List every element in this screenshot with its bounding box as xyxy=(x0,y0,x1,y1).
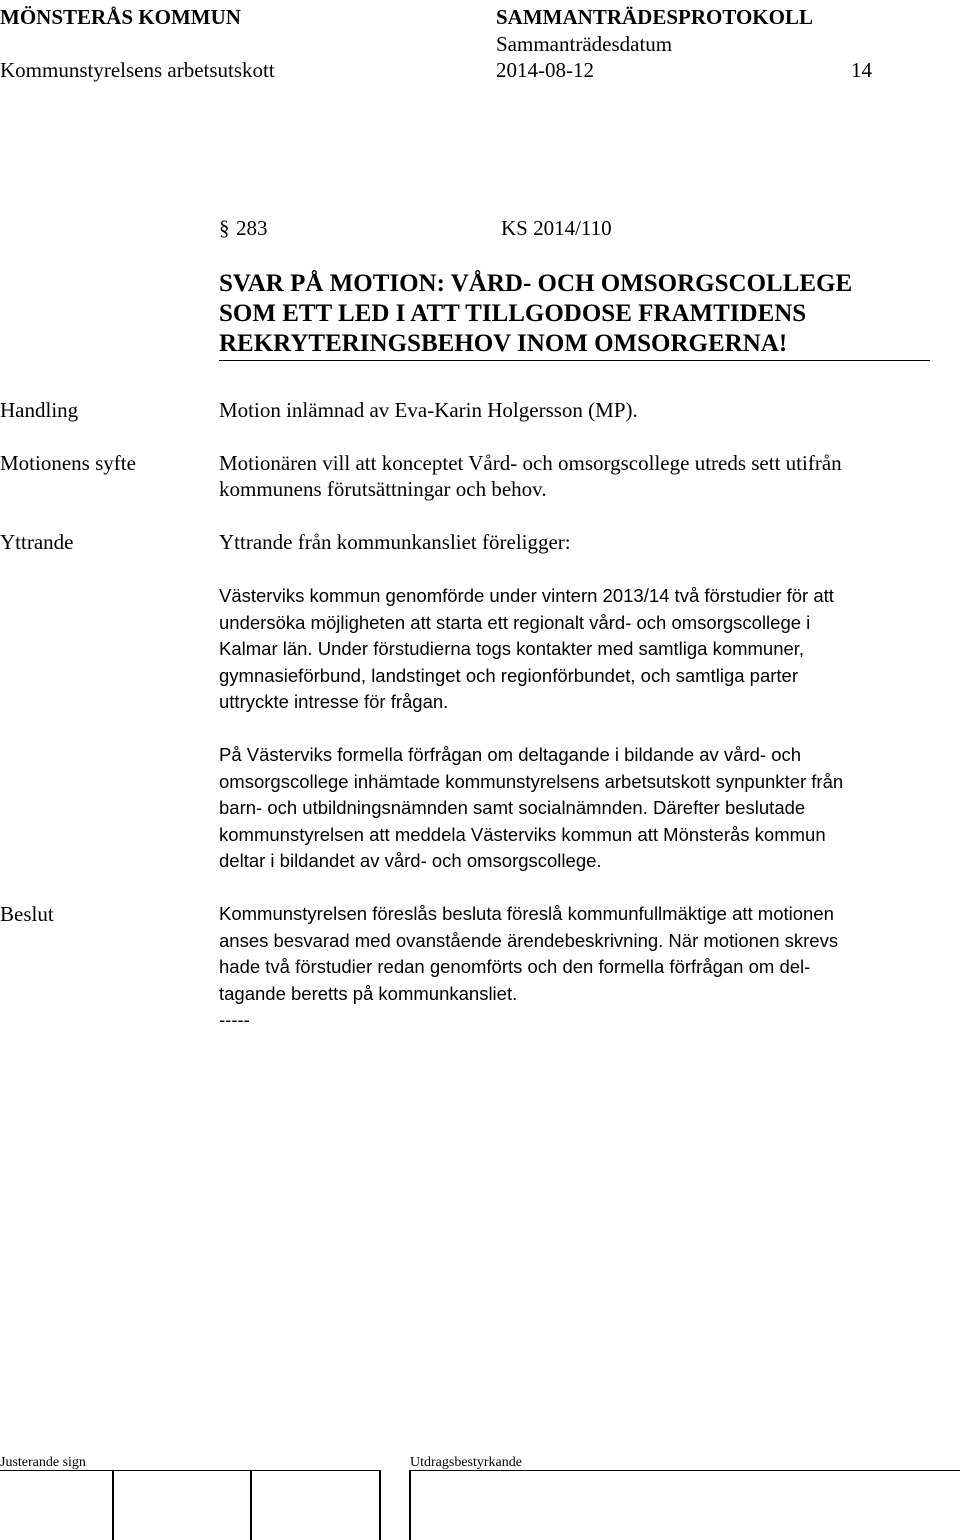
handling-text: Motion inlämnad av Eva-Karin Holgersson (MP). xyxy=(219,398,638,422)
paragraph-line: barn- och utbildningsnämnden samt socialnämnden. Därefter beslutade xyxy=(219,797,806,818)
yttrande-label: Yttrande xyxy=(0,530,74,554)
paragraph-line: omsorgscollege inhämtade kommunstyrelsens arbetsutskott synpunkter från xyxy=(219,770,844,792)
signature-box-line xyxy=(409,1470,411,1540)
beslut-text xyxy=(219,901,939,1034)
paragraph-line: undersöka möjligheten att starta ett regionalt vård- och omsorgscollege i xyxy=(219,611,811,633)
paragraph-line: På Västerviks formella förfrågan om deltagande i bildande av vård- och xyxy=(219,744,802,765)
yttrande-paragraph-1 xyxy=(219,583,939,716)
section-sign: § xyxy=(219,216,230,240)
syfte-text-line-2: kommunens förutsättningar och behov. xyxy=(219,477,547,501)
item-title-line-3: REKRYTERINGSBEHOV INOM OMSORGERNA! xyxy=(219,330,788,357)
item-title-line-1: SVAR PÅ MOTION: VÅRD- OCH OMSORGSCOLLEGE xyxy=(219,270,853,297)
end-marker: ----- xyxy=(219,1009,250,1030)
case-number: KS 2014/110 xyxy=(501,216,612,240)
paragraph-line: kommunstyrelsen att meddela Västerviks kommun att Mönsterås kommun xyxy=(219,823,826,845)
committee-name: Kommunstyrelsens arbetsutskott xyxy=(0,58,275,82)
justerande-sign-label: Justerande sign xyxy=(0,1455,86,1470)
signature-box-line xyxy=(112,1470,114,1540)
item-title-line-2: SOM ETT LED I ATT TILLGODOSE FRAMTIDENS xyxy=(219,300,807,327)
document-type: SAMMANTRÄDESPROTOKOLL xyxy=(496,5,813,29)
municipality-name: MÖNSTERÅS KOMMUN xyxy=(0,5,241,29)
signature-box-line xyxy=(250,1470,252,1540)
title-underline xyxy=(219,360,930,361)
yttrande-intro: Yttrande från kommunkansliet föreligger: xyxy=(219,530,571,554)
signature-divider xyxy=(0,1470,380,1471)
paragraph-line: gymnasieförbund, landstinget och regionförbundet, och samtliga parter xyxy=(219,664,798,686)
signature-divider xyxy=(410,1470,960,1471)
utdragsbestyrkande-label: Utdragsbestyrkande xyxy=(410,1455,522,1470)
paragraph-line: Kalmar län. Under förstudierna togs kontakter med samtliga kommuner, xyxy=(219,638,805,659)
beslut-label: Beslut xyxy=(0,902,54,926)
meeting-date: 2014-08-12 xyxy=(496,58,594,82)
syfte-label: Motionens syfte xyxy=(0,451,136,475)
paragraph-line: deltar i bildandet av vård- och omsorgscollege. xyxy=(219,850,602,871)
beslut-line: Kommunstyrelsen föreslås besluta föreslå kommunfullmäktige att motionen xyxy=(219,903,834,924)
date-label: Sammanträdesdatum xyxy=(496,32,673,56)
beslut-line: tagande beretts på kommunkansliet. xyxy=(219,982,518,1004)
handling-label: Handling xyxy=(0,398,79,422)
syfte-text-line-1: Motionären vill att konceptet Vård- och omsorgscollege utreds sett utifrån xyxy=(219,451,842,475)
paragraph-line: Västerviks kommun genomförde under vintern 2013/14 två förstudier för att xyxy=(219,585,834,606)
paragraph-line: uttryckte intresse för frågan. xyxy=(219,691,449,712)
beslut-line: anses besvarad med ovanstående ärendebeskrivning. När motionen skrevs xyxy=(219,929,839,951)
item-number: 283 xyxy=(236,216,268,240)
signature-box-line xyxy=(379,1470,381,1540)
page-number: 14 xyxy=(851,58,872,82)
beslut-line: hade två förstudier redan genomförts och den formella förfrågan om del- xyxy=(219,956,811,977)
yttrande-paragraph-2 xyxy=(219,742,939,875)
